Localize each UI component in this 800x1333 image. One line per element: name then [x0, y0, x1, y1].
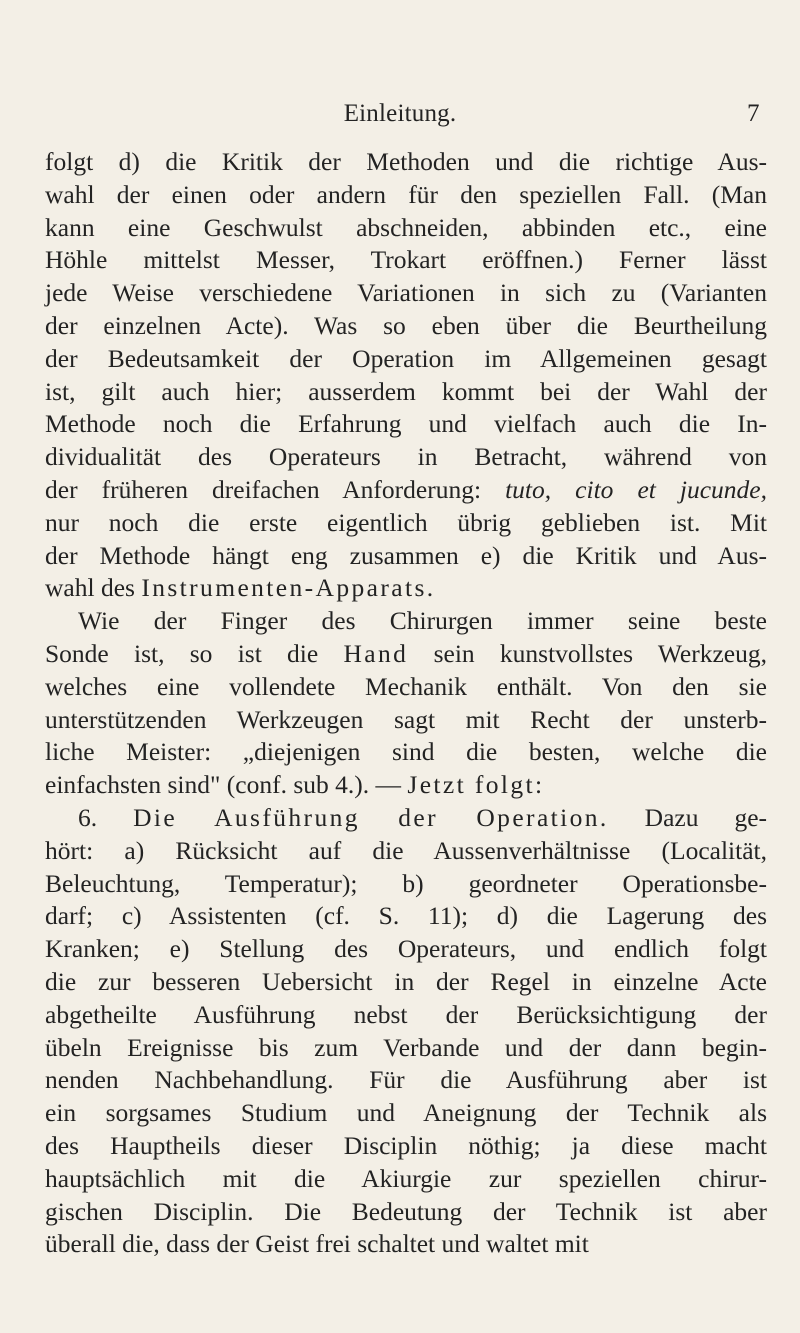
text-line: [45, 179, 767, 212]
text-segment: Methode noch die Erfahrung und vielfach auch die In-: [45, 409, 767, 439]
text-line: [45, 244, 767, 277]
text-line: [45, 1097, 767, 1130]
body-text: [45, 146, 767, 1261]
italic-text: tuto, cito et jucunde,: [505, 474, 767, 504]
text-segment: einfachsten sind" (conf. sub 4.). —: [45, 770, 408, 800]
text-line: [45, 868, 767, 901]
text-line: [45, 474, 767, 507]
spaced-emphasis-text: Jetzt folgt:: [407, 770, 545, 800]
text-line: [45, 999, 767, 1032]
text-line: [45, 802, 767, 835]
text-line: [45, 572, 767, 605]
text-segment: übeln Ereignisse bis zum Verbande und der dann begin-: [45, 1032, 767, 1062]
text-segment: gischen Disciplin. Die Bedeutung der Technik ist aber: [45, 1196, 767, 1226]
text-segment: Höhle mittelst Messer, Trokart eröffnen.) Ferner lässt: [45, 245, 767, 275]
text-segment: Beleuchtung, Temperatur); b) geordneter Operationsbe-: [45, 868, 767, 898]
text-segment: hauptsächlich mit die Akiurgie zur speziellen chirur-: [45, 1163, 767, 1193]
spaced-emphasis-text: Hand: [343, 638, 409, 668]
text-line: [45, 1032, 767, 1065]
text-line: [45, 343, 767, 376]
text-segment: nenden Nachbehandlung. Für die Ausführung aber ist: [45, 1065, 767, 1095]
text-line: [45, 769, 767, 802]
text-segment: überall die, dass der Geist frei schaltet und waltet mit: [45, 1229, 589, 1259]
text-segment: Sonde ist, so ist die: [45, 638, 344, 668]
text-line: [45, 736, 767, 769]
text-segment: Wie der Finger des Chirurgen immer seine beste: [78, 606, 767, 636]
text-segment: Dazu ge-: [608, 802, 768, 832]
text-line: [45, 704, 767, 737]
text-segment: darf; c) Assistenten (cf. S. 11); d) die Lagerung des: [45, 901, 767, 931]
text-segment: der einzelnen Acte). Was so eben über die Beurtheilung: [45, 310, 767, 340]
text-segment: welches eine vollendete Mechanik enthält. Von den sie: [45, 671, 767, 701]
text-line: [45, 1196, 767, 1229]
text-line: [45, 507, 767, 540]
text-line: [45, 376, 767, 409]
text-line: [45, 1163, 767, 1196]
text-line: [45, 671, 767, 704]
text-segment: folgt d) die Kritik der Methoden und die richtige Aus-: [45, 147, 767, 176]
text-line: [45, 966, 767, 999]
text-segment: unterstützenden Werkzeugen sagt mit Recht der unsterb-: [45, 704, 767, 734]
text-segment: sein kunstvollstes Werkzeug,: [408, 638, 767, 668]
text-segment: ein sorgsames Studium und Aneignung der Technik als: [45, 1098, 767, 1128]
text-line: [45, 1130, 767, 1163]
text-segment: jede Weise verschiedene Variationen in sich zu (Varianten: [45, 278, 767, 308]
text-line: [45, 900, 767, 933]
text-segment: abgetheilte Ausführung nebst der Berücksichtigung der: [45, 999, 767, 1029]
spaced-emphasis-text: Instrumenten-Apparats.: [141, 573, 436, 603]
text-line: [45, 933, 767, 966]
text-segment: liche Meister: „diejenigen sind die besten, welche die: [45, 737, 767, 767]
text-line: [45, 408, 767, 441]
text-line: [45, 638, 767, 671]
text-segment: wahl des: [45, 573, 142, 603]
text-segment: ist, gilt auch hier; ausserdem kommt bei der Wahl der: [45, 376, 767, 406]
text-line: [45, 1064, 767, 1097]
text-line: [45, 277, 767, 310]
text-segment: der früheren dreifachen Anforderung:: [45, 474, 506, 504]
text-segment: wahl der einen oder andern für den speziellen Fall. (Man: [45, 179, 767, 209]
spaced-emphasis-text: Die Ausführung der Operation.: [133, 802, 609, 832]
text-segment: 6.: [78, 802, 134, 832]
text-segment: der Methode hängt eng zusammen e) die Kritik und Aus-: [45, 540, 767, 570]
text-line: [45, 605, 767, 638]
running-head: [0, 100, 800, 130]
text-segment: des Hauptheils dieser Disciplin nöthig; ja diese macht: [45, 1130, 767, 1160]
text-segment: die zur besseren Uebersicht in der Regel in einzelne Acte: [45, 966, 767, 996]
text-line: [45, 835, 767, 868]
text-line: [45, 212, 767, 245]
text-line: [45, 1228, 767, 1261]
text-segment: der Bedeutsamkeit der Operation im Allgemeinen gesagt: [45, 343, 767, 373]
running-head-title: Einleitung.: [343, 100, 457, 127]
text-line: [45, 146, 767, 179]
text-segment: hört: a) Rücksicht auf die Aussenverhältnisse (Localität,: [45, 835, 767, 865]
page-number: 7: [747, 100, 760, 127]
text-line: [45, 441, 767, 474]
text-segment: nur noch die erste eigentlich übrig geblieben ist. Mit: [45, 507, 767, 537]
text-segment: Kranken; e) Stellung des Operateurs, und endlich folgt: [45, 934, 767, 964]
text-line: [45, 540, 767, 573]
text-line: [45, 310, 767, 343]
text-segment: dividualität des Operateurs in Betracht, während von: [45, 442, 767, 472]
text-segment: kann eine Geschwulst abschneiden, abbinden etc., eine: [45, 212, 767, 242]
